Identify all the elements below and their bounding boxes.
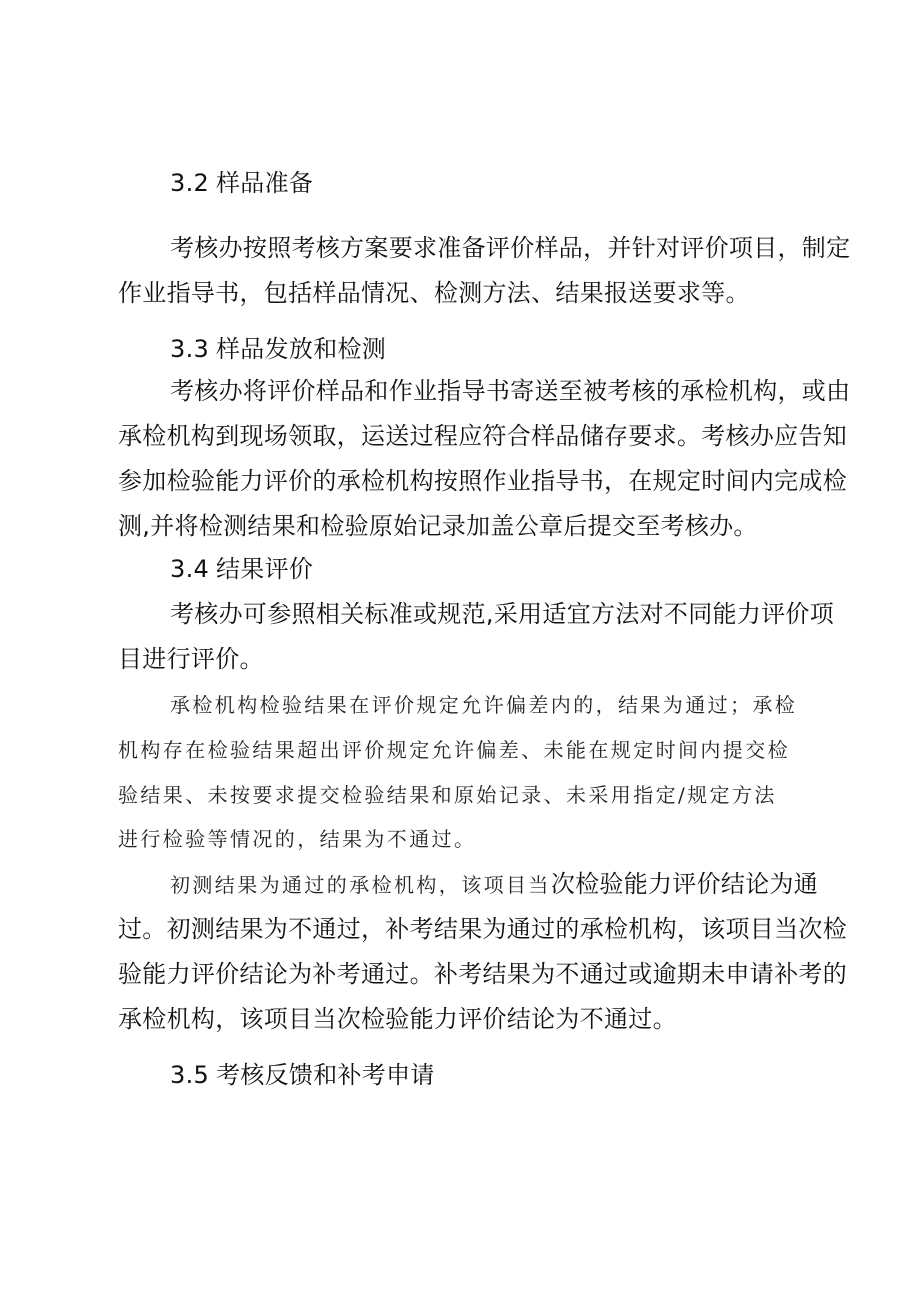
paragraph-line: 机构存在检验结果超出评价规定允许偏差、未能在规定时间内提交检 <box>118 738 790 762</box>
section-heading-3-5 <box>170 1058 435 1092</box>
paragraph-line: 考核办可参照相关标准或规范,采用适宜方法对不同能力评价项 <box>170 600 835 628</box>
paragraph-fragment: 次检验能力评价结论为通 <box>550 870 819 898</box>
section-heading-3-3 <box>170 332 386 366</box>
paragraph-line: 过。初测结果为不通过，补考结果为通过的承检机构，该项目当次检 <box>118 915 847 943</box>
section-number: 3.2 <box>170 169 210 197</box>
paragraph-line: 承检机构到现场领取，运送过程应符合样品储存要求。考核办应告知 <box>118 422 847 450</box>
paragraph-line-mixed <box>170 867 818 902</box>
section-number: 3.5 <box>170 1061 210 1089</box>
section-title: 结果评价 <box>216 555 314 583</box>
section-heading-3-4 <box>170 552 313 586</box>
paragraph-line: 参加检验能力评价的承检机构按照作业指导书，在规定时间内完成检 <box>118 467 847 495</box>
section-number: 3.3 <box>170 335 210 363</box>
section-title: 样品准备 <box>216 169 314 197</box>
section-title: 样品发放和检测 <box>216 335 387 363</box>
section-heading-3-2 <box>170 166 313 200</box>
paragraph-line: 验能力评价结论为补考通过。补考结果为不通过或逾期未申请补考的 <box>118 960 847 988</box>
paragraph-line: 测,并将检测结果和检验原始记录加盖公章后提交至考核办。 <box>118 512 758 540</box>
section-title: 考核反馈和补考申请 <box>216 1061 435 1089</box>
paragraph-line: 考核办将评价样品和作业指导书寄送至被考核的承检机构，或由 <box>170 377 851 405</box>
paragraph-line: 承检机构，该项目当次检验能力评价结论为不通过。 <box>118 1005 677 1033</box>
paragraph-fragment-serif: 初测结果为通过的承检机构，该项目当 <box>170 873 551 897</box>
paragraph-line: 考核办按照考核方案要求准备评价样品，并针对评价项目，制定 <box>170 234 851 262</box>
paragraph-line: 进行检验等情况的，结果为不通过。 <box>118 827 477 851</box>
paragraph-line: 验结果、未按要求提交检验结果和原始记录、未采用指定/规定方法 <box>118 783 777 807</box>
paragraph-line: 目进行评价。 <box>118 645 264 673</box>
paragraph-line: 作业指导书，包括样品情况、检测方法、结果报送要求等。 <box>118 279 750 307</box>
section-number: 3.4 <box>170 555 210 583</box>
paragraph-line: 承检机构检验结果在评价规定允许偏差内的，结果为通过；承检 <box>170 693 798 717</box>
